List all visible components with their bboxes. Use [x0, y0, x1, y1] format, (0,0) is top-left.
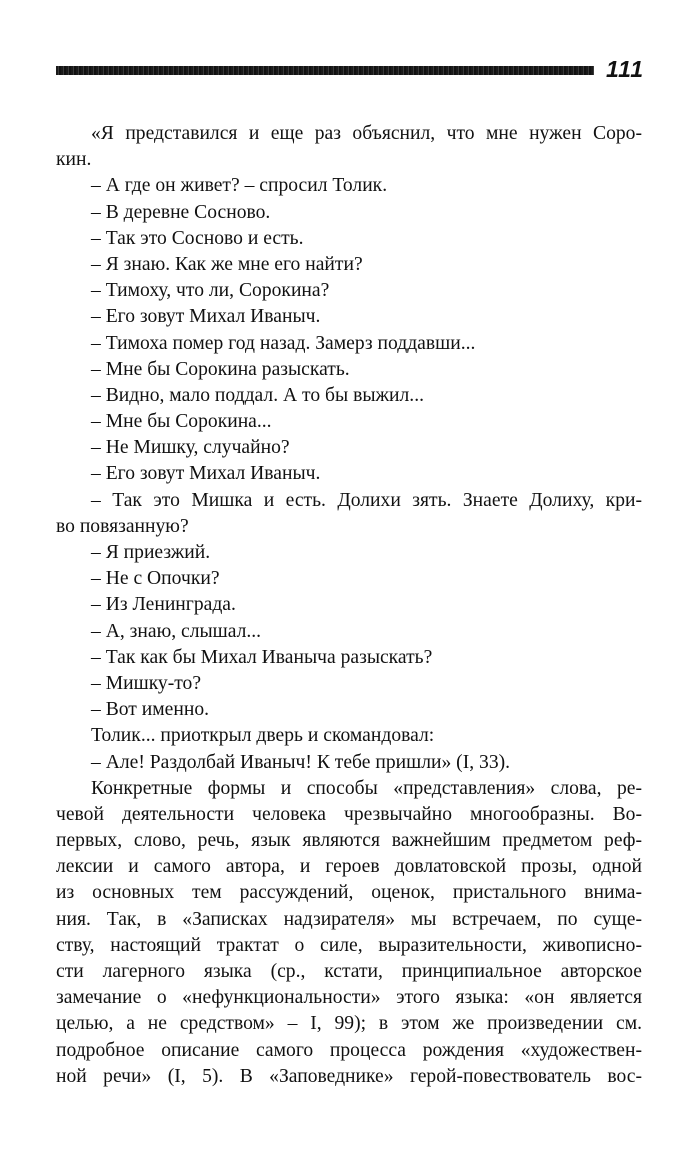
text-line: – Мишку-то? [91, 672, 202, 694]
text-line: сти лагерного языка (ср., кстати, принципиальное авторское [56, 961, 642, 982]
text-line: – В деревне Сосново. [91, 201, 271, 223]
page-number: 111 [606, 56, 644, 82]
text-line: – Его зовут Михал Иваныч. [91, 463, 321, 485]
text-line: «Я представился и еще раз объяснил, что мне нужен Соро- [91, 123, 642, 144]
text-line: – Из Ленинграда. [91, 594, 236, 616]
text-line: – А, знаю, слышал... [91, 620, 262, 642]
text-line: первых, слово, речь, язык являются важнейшим предметом реф- [56, 830, 642, 852]
text-line: замечание о «нефункциональности» этого языка: «он является [56, 987, 642, 1009]
text-line: – Тимоху, что ли, Сорокина? [91, 280, 330, 302]
text-line: целью, а не средством» – I, 99); в этом же произведении см. [56, 1013, 642, 1035]
body-text [56, 121, 642, 1090]
text-line: – Але! Раздолбай Иваныч! К тебе пришли» (I, 33). [91, 751, 511, 773]
text-line: чевой деятельности человека чрезвычайно многообразны. Во- [56, 803, 642, 825]
text-line: подробное описание самого процесса рождения «художествен- [56, 1039, 642, 1061]
text-line: из основных тем рассуждений, оценок, пристального внима- [56, 882, 642, 904]
text-line: Конкретные формы и способы «представления» слова, ре- [91, 777, 642, 799]
text-line: кин. [56, 149, 92, 171]
header-rule [56, 66, 594, 75]
text-line: – Так это Мишка и есть. Долихи зять. Знаете Долиху, кри- [91, 489, 642, 511]
text-line: во повязанную? [56, 515, 189, 537]
text-line: – Я приезжий. [91, 542, 211, 563]
text-line: – Мне бы Сорокина разыскать. [91, 358, 350, 380]
text-line: ству, настоящий трактат о силе, выразительности, живописно- [56, 934, 642, 956]
text-line: лексии и самого автора, и героев довлатовской прозы, одной [56, 856, 642, 878]
text-line: – Мне бы Сорокина... [91, 411, 272, 433]
text-line: ния. Так, в «Записках надзирателя» мы встречаем, по суще- [56, 908, 642, 930]
text-line: – Я знаю. Как же мне его найти? [91, 253, 363, 275]
text-line: – Так это Сосново и есть. [91, 227, 304, 249]
text-line: – Его зовут Михал Иваныч. [91, 306, 321, 328]
text-line: – Тимоха помер год назад. Замерз поддавши... [91, 332, 476, 354]
text-line: – Не с Опочки? [91, 568, 220, 590]
text-line: – А где он живет? – спросил Толик. [91, 175, 388, 197]
text-line: – Видно, мало поддал. А то бы выжил... [91, 384, 424, 406]
page-header [56, 58, 646, 84]
text-line: – Так как бы Михал Иваныча разыскать? [91, 646, 433, 668]
text-line: Толик... приоткрыл дверь и скомандовал: [91, 725, 435, 747]
text-line: ной речи» (I, 5). В «Заповеднике» герой-повествователь вос- [56, 1065, 642, 1087]
text-line: – Не Мишку, случайно? [91, 437, 290, 459]
text-line: – Вот именно. [91, 699, 210, 721]
